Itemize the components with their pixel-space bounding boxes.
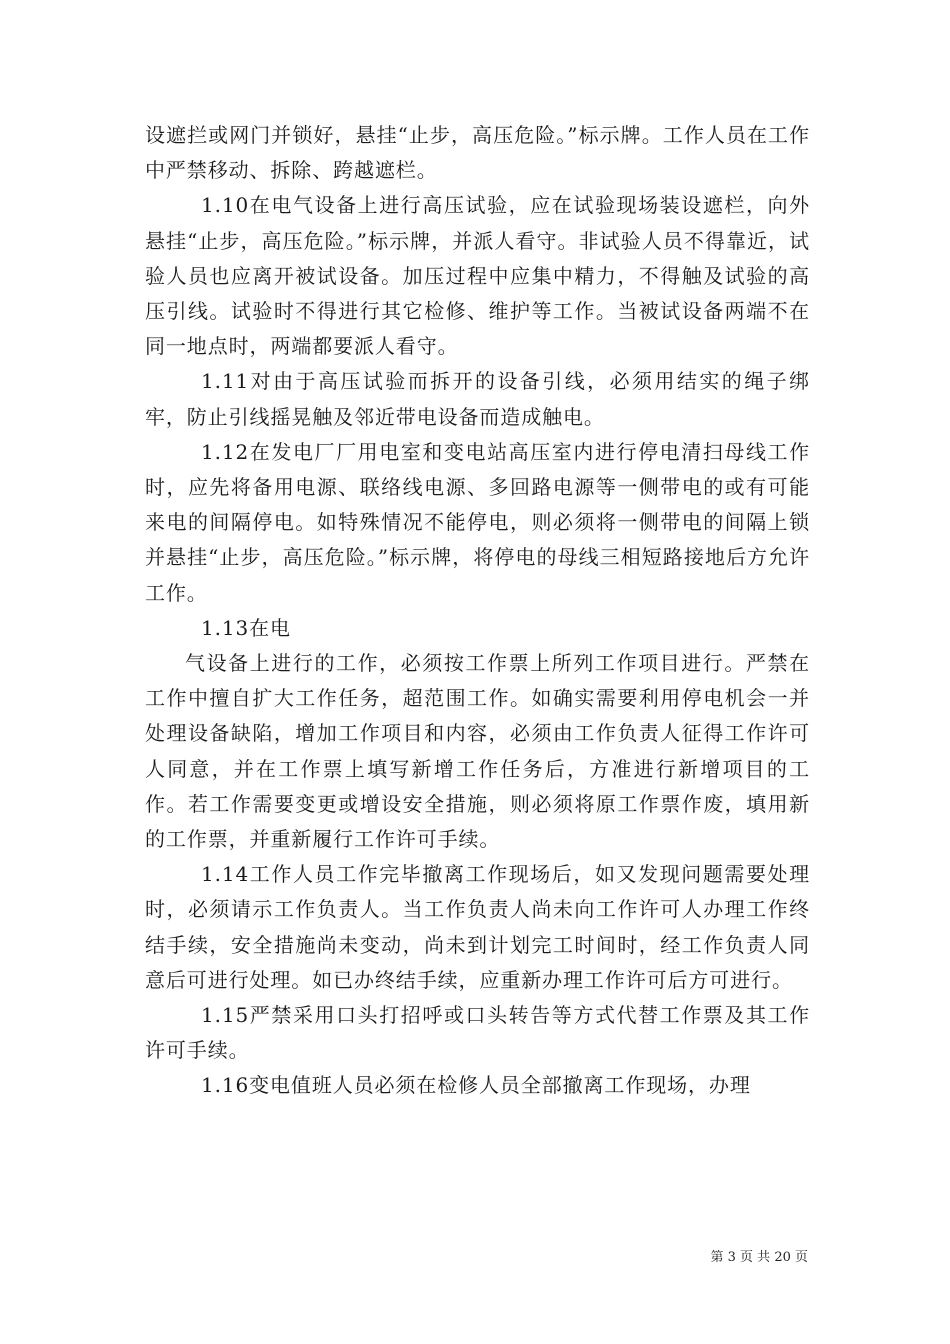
paragraph-1-10: 1.10在电气设备上进行高压试验，应在试验现场装设遮栏，向外悬挂“止步，高压危险。”标示牌，并派人看守。非试验人员不得靠近，试验人员也应离开被试设备。加压过程中应集中精力，不得触及试验的高压引线。试验时不得进行其它检修、维护等工作。当被试设备两端不在同一地点时，两端都要派人看守。 [145, 193, 810, 359]
paragraph-1-12: 1.12在发电厂厂用电室和变电站高压室内进行停电清扫母线工作时，应先将备用电源、联络线电源、多回路电源等一侧带电的或有可能来电的间隔停电。如特殊情况不能停电，则必须将一侧带电的间隔上锁并悬挂“止步，高压危险。”标示牌，将停电的母线三相短路接地后方允许工作。 [145, 439, 810, 605]
document-body [145, 118, 810, 1104]
page-number-footer: 第 3 页 共 20 页 [710, 1250, 808, 1265]
paragraph-1-15: 1.15严禁采用口头打招呼或口头转告等方式代替工作票及其工作许可手续。 [145, 1003, 810, 1063]
paragraph-continuation: 设遮拦或网门并锁好，悬挂“止步，高压危险。”标示牌。工作人员在工作中严禁移动、拆除、跨越遮栏。 [145, 123, 810, 183]
paragraph-1-14: 1.14工作人员工作完毕撤离工作现场后，如又发现问题需要处理时，必须请示工作负责人。当工作负责人尚未向工作许可人办理工作终结手续，安全措施尚未变动，尚未到计划完工时间时，经工作负责人同意后可进行处理。如已办终结手续，应重新办理工作许可后方可进行。 [145, 862, 810, 992]
paragraph-1-11: 1.11对由于高压试验而拆开的设备引线，必须用结实的绳子绑牢，防止引线摇晃触及邻近带电设备而造成触电。 [145, 369, 810, 429]
paragraph-1-16: 1.16变电值班人员必须在检修人员全部撤离工作现场，办理 [201, 1073, 751, 1098]
paragraph-1-13-body: 气设备上进行的工作，必须按工作票上所列工作项目进行。严禁在工作中擅自扩大工作任务，超范围工作。如确实需要利用停电机会一并处理设备缺陷，增加工作项目和内容，必须由工作负责人征得工作许可人同意，并在工作票上填写新增工作任务后，方准进行新增项目的工作。若工作需要变更或增设安全措施，则必须将原工作票作废，填用新的工作票，并重新履行工作许可手续。 [145, 651, 810, 852]
paragraph-1-13-heading: 1.13在电 [201, 615, 291, 640]
